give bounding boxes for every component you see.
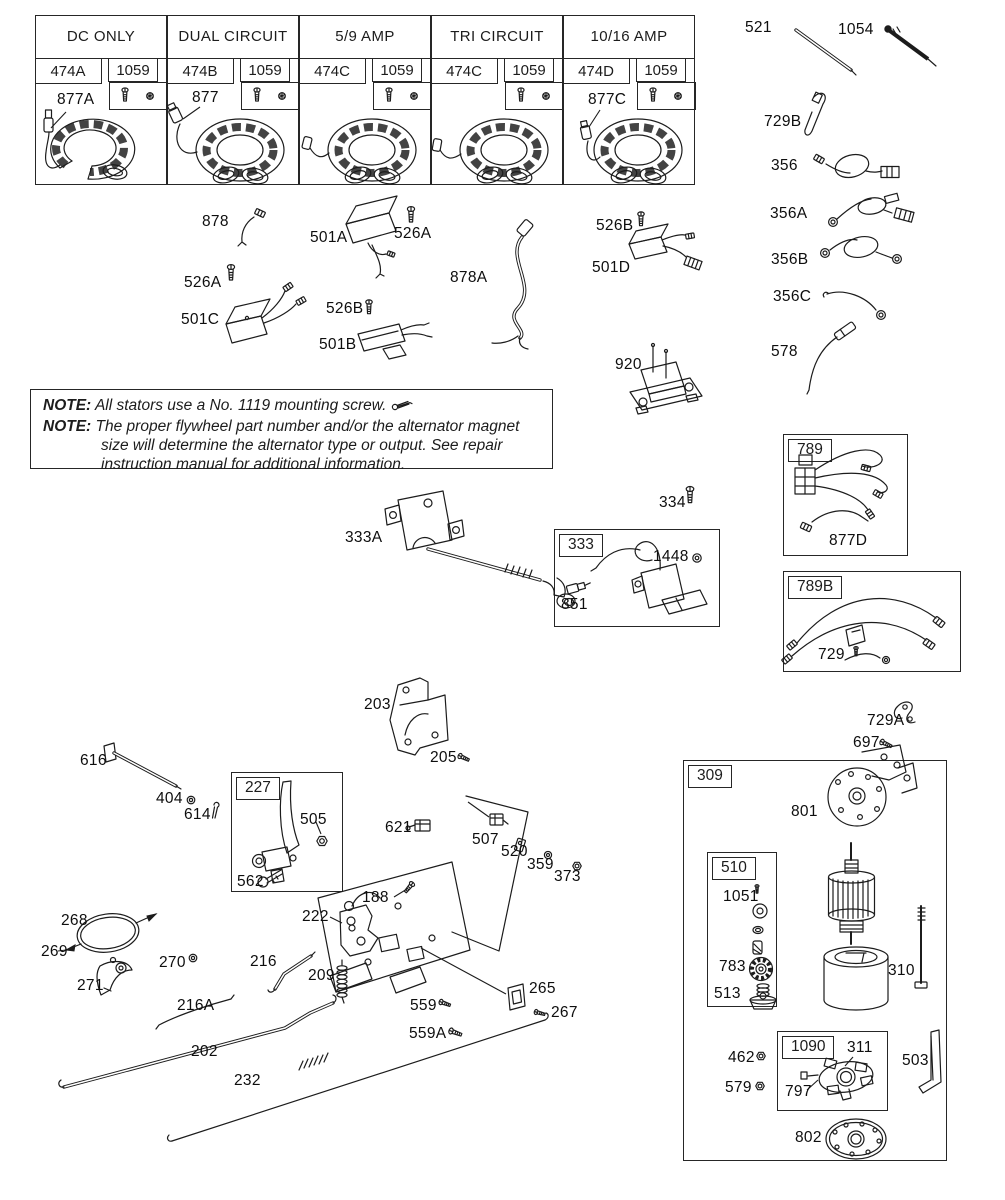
part-callout-877A: 877A <box>57 91 95 108</box>
part-tag: 474A <box>35 58 102 84</box>
harness-789-drawing <box>795 450 887 532</box>
part-callout-729A: 729A <box>867 712 905 729</box>
part-tag: 474C <box>299 58 366 84</box>
armature-drawing <box>829 843 875 944</box>
note-line-1: NOTE: All stators use a No. 1119 mounting screw. <box>43 397 542 416</box>
part-callout-920: 920 <box>615 356 642 373</box>
wire-356-drawing <box>813 151 899 181</box>
screw-559A-drawing <box>448 1027 462 1037</box>
part-callout-526B: 526B <box>326 300 364 317</box>
part-callout-1054: 1054 <box>838 21 874 38</box>
part-callout-578: 578 <box>771 343 798 360</box>
wire-878-drawing <box>238 208 266 246</box>
part-callout-216: 216 <box>250 953 277 970</box>
stator-drawing-5-9-amp <box>302 119 416 186</box>
group-tag: 309 <box>688 765 732 788</box>
wire-356A-drawing <box>829 193 914 226</box>
part-callout-507: 507 <box>472 831 499 848</box>
screw-526A-left-drawing <box>227 265 234 280</box>
part-callout-559A: 559A <box>409 1025 447 1042</box>
part-callout-878A: 878A <box>450 269 488 286</box>
group-tag: 789B <box>788 576 842 599</box>
part-tag: 474D <box>563 58 630 84</box>
end-cap-801-drawing <box>828 745 917 826</box>
part-callout-216A: 216A <box>177 997 215 1014</box>
panel-title: DC ONLY <box>66 28 136 45</box>
part-callout-503: 503 <box>902 1052 929 1069</box>
stator-drawing-10-16-amp <box>579 110 682 186</box>
part-callout-797: 797 <box>785 1083 812 1100</box>
wire-878A-drawing <box>492 219 534 349</box>
panel-title: 10/16 AMP <box>590 28 668 45</box>
part-callout-783: 783 <box>719 958 746 975</box>
screw-267-drawing <box>534 1009 546 1017</box>
part-callout-271: 271 <box>77 977 104 994</box>
part-tag: 474B <box>167 58 234 84</box>
part-callout-501D: 501D <box>592 259 631 276</box>
screw-1054-drawing <box>885 26 936 66</box>
part-callout-877: 877 <box>192 89 219 106</box>
part-callout-729B: 729B <box>764 113 802 130</box>
screw-205-drawing <box>457 753 470 763</box>
screw-526A-upper-drawing <box>407 207 414 222</box>
part-callout-614: 614 <box>184 806 211 823</box>
part-callout-802: 802 <box>795 1129 822 1146</box>
panel-title: 5/9 AMP <box>335 28 395 45</box>
pin-614-drawing <box>213 802 219 818</box>
part-callout-462: 462 <box>728 1049 755 1066</box>
part-callout-268: 268 <box>61 912 88 929</box>
part-callout-222: 222 <box>302 908 329 925</box>
part-callout-205: 205 <box>430 749 457 766</box>
part-callout-270: 270 <box>159 954 186 971</box>
part-callout-621: 621 <box>385 819 412 836</box>
part-callout-878: 878 <box>202 213 229 230</box>
screw-526B-right-drawing <box>638 212 644 226</box>
wire-356C-drawing <box>823 292 885 319</box>
part-callout-729: 729 <box>818 646 845 663</box>
part-callout-1051: 1051 <box>723 888 759 905</box>
screw-kit-tag: 1059 <box>636 58 686 82</box>
washer-404-drawing <box>187 796 195 804</box>
part-callout-359: 359 <box>527 856 554 873</box>
group-tag: 1090 <box>782 1036 834 1059</box>
group-tag: 510 <box>712 857 756 880</box>
screw-kit-tag: 1059 <box>240 58 290 82</box>
group-tag: 227 <box>236 777 280 800</box>
regulator-501C-drawing <box>226 282 306 343</box>
screw-kit-tag: 1059 <box>108 58 158 82</box>
lever-227-drawing <box>253 781 300 883</box>
coil-333A-drawing <box>385 491 575 608</box>
part-callout-404: 404 <box>156 790 183 807</box>
part-callout-520: 520 <box>501 843 528 860</box>
part-callout-356: 356 <box>771 157 798 174</box>
part-tag: 474C <box>431 58 498 84</box>
rod-232-drawing <box>168 1013 549 1141</box>
part-callout-616: 616 <box>80 752 107 769</box>
stator-drawing-dual-circuit <box>166 102 284 186</box>
part-callout-203: 203 <box>364 696 391 713</box>
washer-270-drawing <box>189 954 197 962</box>
part-callout-801: 801 <box>791 803 818 820</box>
part-callout-265: 265 <box>529 980 556 997</box>
part-callout-333A: 333A <box>345 529 383 546</box>
part-callout-356C: 356C <box>773 288 812 305</box>
screw-526B-mid-drawing <box>366 300 372 314</box>
part-callout-310: 310 <box>888 962 915 979</box>
bracket-203-drawing <box>390 678 448 755</box>
regulator-501A-drawing <box>346 196 397 278</box>
screw-kit-tag: 1059 <box>504 58 554 82</box>
starter-housing-drawing <box>824 947 888 1010</box>
part-callout-373: 373 <box>554 868 581 885</box>
panel-title: TRI CIRCUIT <box>450 28 544 45</box>
cable-tie-729B-drawing <box>805 92 825 135</box>
part-callout-526A: 526A <box>394 225 432 242</box>
part-callout-877C: 877C <box>588 91 627 108</box>
clip-265-drawing <box>508 984 525 1010</box>
part-callout-505: 505 <box>300 811 327 828</box>
stator-drawing-dc-only <box>44 110 135 181</box>
part-callout-501C: 501C <box>181 311 220 328</box>
note-line-2: NOTE: The proper flywheel part number and/or the alternator magnet size will determine the alternator type or output. See repair instruction manual for additional information. <box>43 417 520 473</box>
panel-title: DUAL CIRCUIT <box>178 28 288 45</box>
part-callout-501B: 501B <box>319 336 357 353</box>
part-callout-501A: 501A <box>310 229 348 246</box>
solenoid-920-drawing <box>630 344 702 415</box>
part-callout-267: 267 <box>551 1004 578 1021</box>
part-callout-269: 269 <box>41 943 68 960</box>
part-callout-526B: 526B <box>596 217 634 234</box>
part-callout-526A: 526A <box>184 274 222 291</box>
part-callout-232: 232 <box>234 1072 261 1089</box>
screw-559-drawing <box>438 999 451 1008</box>
regulator-501D-drawing <box>629 224 702 270</box>
part-callout-356B: 356B <box>771 251 809 268</box>
part-callout-579: 579 <box>725 1079 752 1096</box>
part-callout-562: 562 <box>237 873 264 890</box>
nut-462-drawing <box>757 1052 766 1059</box>
wire-578-drawing <box>807 321 856 394</box>
regulator-501B-drawing <box>358 323 432 359</box>
part-callout-851: 851 <box>561 596 588 613</box>
part-callout-513: 513 <box>714 985 741 1002</box>
rod-616-drawing <box>104 743 181 789</box>
nut-579-drawing <box>756 1082 765 1089</box>
part-callout-1448: 1448 <box>653 548 689 565</box>
part-callout-697: 697 <box>853 734 880 751</box>
part-callout-202: 202 <box>191 1043 218 1060</box>
part-callout-877D: 877D <box>829 532 868 549</box>
stator-drawing-tri-circuit <box>432 119 548 186</box>
screw-kit-tag: 1059 <box>372 58 422 82</box>
screw-334-drawing <box>686 486 694 502</box>
part-callout-209: 209 <box>308 967 335 984</box>
part-callout-188: 188 <box>362 889 389 906</box>
control-bracket-assembly-drawing <box>318 796 528 994</box>
clip-507-drawing <box>490 814 508 825</box>
wire-356B-drawing <box>821 234 902 264</box>
brush-assembly-1090-drawing <box>801 1057 875 1100</box>
plate-802-drawing <box>826 1119 886 1159</box>
part-callout-356A: 356A <box>770 205 808 222</box>
bolt-310-drawing <box>915 906 927 988</box>
spring-209-drawing <box>337 960 347 1003</box>
part-callout-521: 521 <box>745 19 772 36</box>
group-tag: 333 <box>559 534 603 557</box>
part-callout-559: 559 <box>410 997 437 1014</box>
group-tag: 789 <box>788 439 832 462</box>
part-callout-311: 311 <box>847 1039 873 1056</box>
harness-789B-drawing <box>782 599 946 665</box>
part-callout-334: 334 <box>659 494 686 511</box>
